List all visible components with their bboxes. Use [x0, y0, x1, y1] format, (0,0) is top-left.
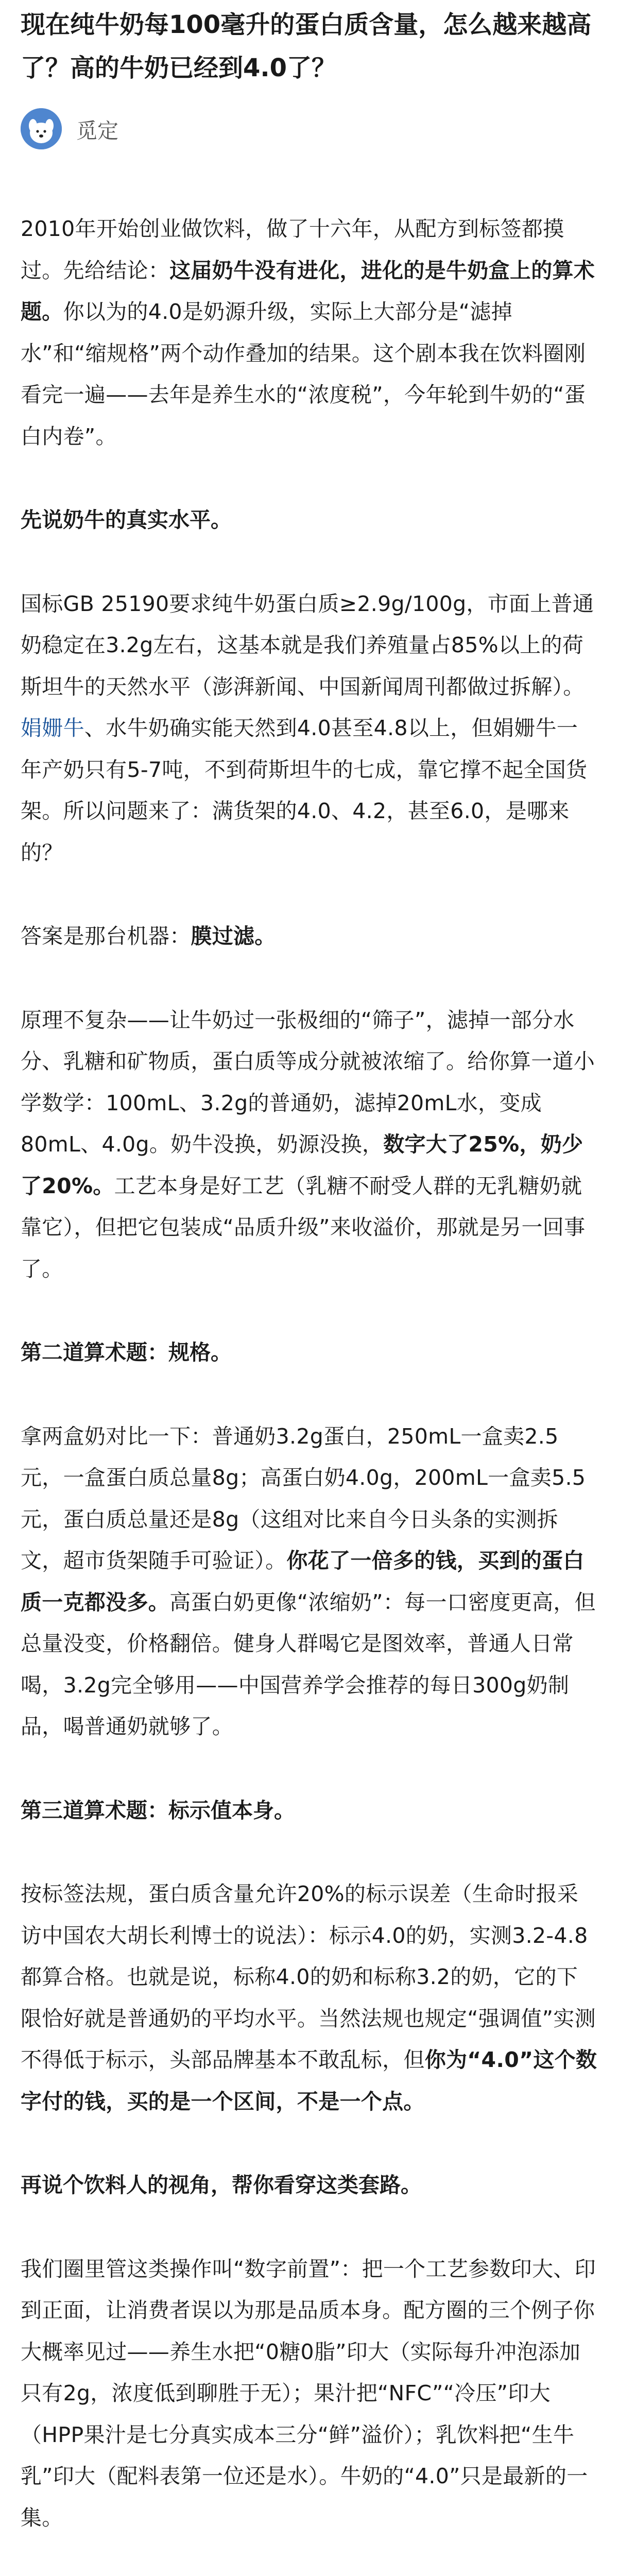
- question-title[interactable]: 现在纯牛奶每100毫升的蛋白质含量，怎么越来越高了？高的牛奶已经到4.0了？: [21, 10, 592, 82]
- paragraph-insider: [21, 2248, 597, 2539]
- text: 我们圈里管这类操作叫“数字前置”：把一个工艺参数印大、印到正面，让消费者误以为那是品质本身。配方圈的三个例子你大概率见过——养生水把“0糖0脂”印大（实际每升冲泡添加只有2g，浓度低到聊胜于无）；果汁把“NFC”“冷压”印大（HPP果汁是七分真实成本三分“鲜”溢价）；乳饮料把“生牛乳”印大（配料表第一位还是水）。牛奶的“4.0”只是最新的一集。: [21, 2256, 596, 2530]
- section-heading-insider: 再说个饮料人的视角，帮你看穿这类套路。: [21, 2173, 422, 2197]
- bold-text: 数字大了25%，奶少了20%。: [21, 1132, 583, 1198]
- paragraph-answer: [21, 916, 597, 957]
- paragraph-volume: [21, 1416, 597, 1748]
- text: 你以为的4.0是奶源升级，实际上大部分是“滤掉水”和“缩规格”两个动作叠加的结果。这个剧本我在饮料圈刚看完一遍——去年是养生水的“浓度税”，今年轮到牛奶的“蛋白内卷”。: [21, 299, 586, 449]
- text: 答案是那台机器：: [21, 924, 191, 948]
- text: 工艺本身是好工艺（乳糖不耐受人群的无乳糖奶就靠它），但把它包装成“品质升级”来收溢价，那就是另一回事了。: [21, 1173, 586, 1281]
- jersey-cow-link[interactable]: 娟姗牛: [21, 716, 84, 740]
- text: 2010年开始创业做饮料，做了十六年，从配方到标签都摸过。先给结论：: [21, 216, 564, 283]
- dog-avatar-icon[interactable]: [21, 108, 62, 149]
- bold-text: 这届奶牛没有进化，进化的是牛奶盒上的算术题。: [21, 258, 595, 324]
- text: 原理不复杂——让牛奶过一张极细的“筛子”，滤掉一部分水分、乳糖和矿物质，蛋白质等成分就被浓缩了。给你算一道小学数学：100mL、3.2g的普通奶，滤掉20mL水，变成80mL、4.0g。奶牛没换，奶源没换，: [21, 1007, 595, 1157]
- section-heading-label: 第三道算术题：标示值本身。: [21, 1798, 295, 1823]
- text: 高蛋白奶更像“浓缩奶”：每一口密度更高，但总量没变，价格翻倍。健身人群喝它是图效率，普通人日常喝，3.2g完全够用——中国营养学会推荐的每日300g奶制品，喝普通奶就够了。: [21, 1589, 596, 1739]
- bold-text: 膜过滤。: [191, 924, 276, 948]
- text: 国标GB 25190要求纯牛奶蛋白质≥2.9g/100g，市面上普通奶稳定在3.2g左右，这基本就是我们养殖量占85%以上的荷斯坦牛的天然水平（澎湃新闻、中国新闻周刊都做过拆解）。: [21, 591, 594, 699]
- author-name[interactable]: 觅定: [76, 118, 118, 143]
- paragraph-label: [21, 1873, 597, 2122]
- text: 按标签法规，蛋白质含量允许20%的标示误差（生命时报采访中国农大胡长利博士的说法）：标示4.0的奶，实测3.2-4.8都算合格。也就是说，标称4.0的奶和标称3.2的奶，它的下限恰好就是普通奶的平均水平。当然法规也规定“强调值”实测不得低于标示，头部品牌基本不敢乱标，但: [21, 1882, 596, 2072]
- text: 、水牛奶确实能天然到4.0甚至4.8以上，但娟姗牛一年产奶只有5-7吨，不到荷斯坦牛的七成，靠它撑不起全国货架。所以问题来了：满货架的4.0、4.2，甚至6.0，是哪来的？: [21, 716, 588, 865]
- paragraph-intro: [21, 208, 597, 457]
- paragraph-filtration: [21, 999, 597, 1290]
- section-heading-cow: 先说奶牛的真实水平。: [21, 507, 232, 532]
- bold-text: 你为“4.0”这个数字付的钱，买的是一个区间，不是一个点。: [21, 2047, 597, 2114]
- paragraph-standard: [21, 583, 597, 874]
- bold-text: 你花了一倍多的钱，买到的蛋白质一克都没多。: [21, 1548, 585, 1615]
- section-heading-volume: 第二道算术题：规格。: [21, 1340, 232, 1365]
- text: 拿两盒奶对比一下：普通奶3.2g蛋白，250mL一盒卖2.5元，一盒蛋白质总量8g；高蛋白奶4.0g，200mL一盒卖5.5元，蛋白质总量还是8g（这组对比来自今日头条的实测拆文，超市货架随手可验证）。: [21, 1423, 586, 1573]
- author-row[interactable]: [21, 106, 597, 151]
- answer-body: [21, 208, 597, 2576]
